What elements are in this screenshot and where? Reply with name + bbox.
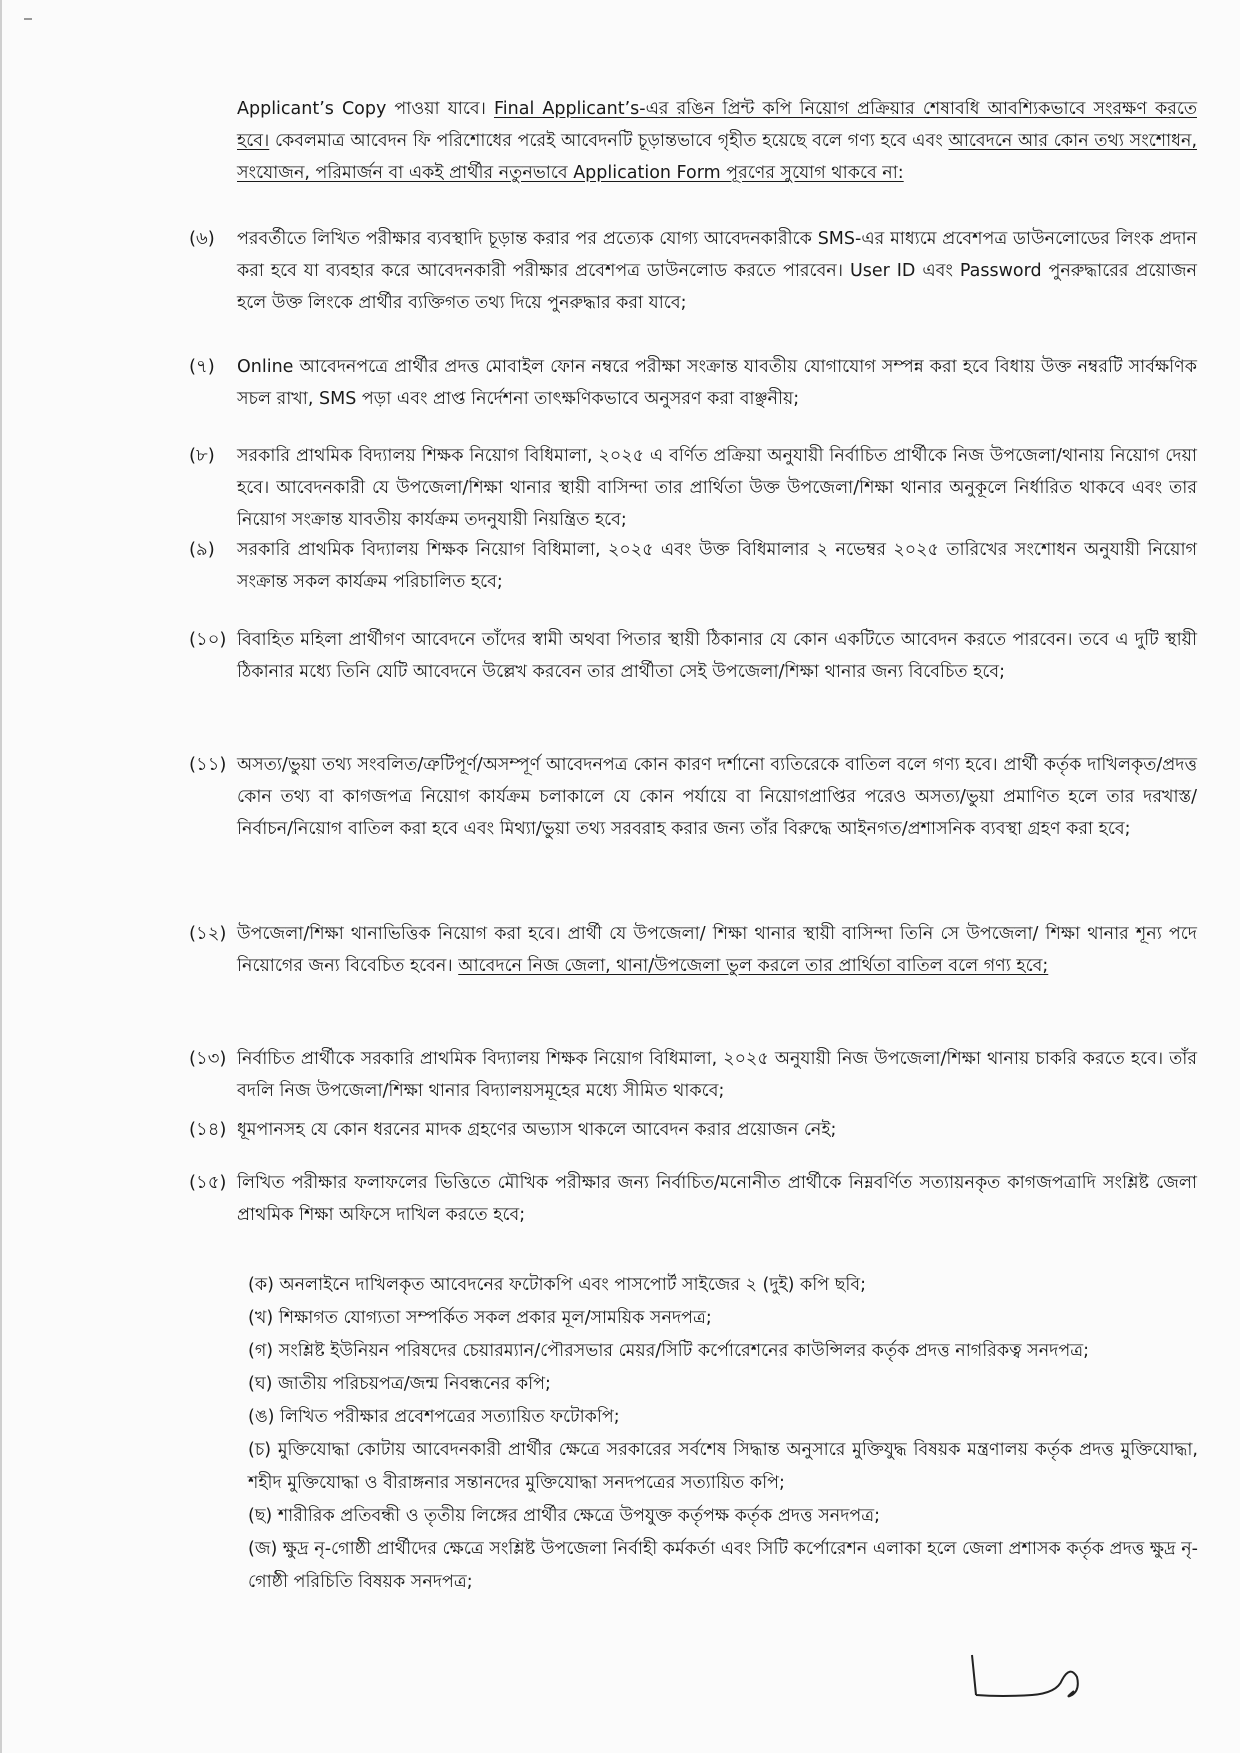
signature-image xyxy=(962,1625,1122,1705)
intro-underlined-2: আবেদনে আর কোন তথ্য সংশোধন, সংযোজন, পরিমার্জন বা একই প্রার্থীর নতুনভাবে Application Form পূরণের সুযোগ থাকবে না: xyxy=(237,131,1198,183)
item-text: পরবর্তীতে লিখিত পরীক্ষার ব্যবস্থাদি চূড়ান্ত করার পর প্রত্যেক যোগ্য আবেদনকারীকে SMS-এর মাধ্যমে প্রবেশপত্র ডাউনলোডের লিংক প্রদান করা হবে যা ব্যবহার করে আবেদনকারী পরীক্ষার প্রবেশপত্র ডাউনলোড করতে পারবেন। User ID এবং Password পুনরুদ্ধারের প্রয়োজন হলে উক্ত লিংকে প্রার্থীর ব্যক্তিগত তথ্য দিয়ে পুনরুদ্ধার করা যাবে; xyxy=(237,229,1197,313)
item-number: (১৫) xyxy=(189,1172,227,1193)
item-text: অসত্য/ভুয়া তথ্য সংবলিত/ত্রুটিপূর্ণ/অসম্পূর্ণ আবেদনপত্র কোন কারণ দর্শানো ব্যতিরেকে বাতিল বলে গণ্য হবে। প্রার্থী কর্তৃক দাখিলকৃত/প্রদত্ত কোন তথ্য বা কাগজপত্র নিয়োগ কার্যক্রম চলাকালে যে কোন পর্যায়ে বা নিয়োগপ্রাপ্তির পরেও অসত্য/ভুয়া প্রমাণিত হলে তার দরখাস্ত/নির্বাচন/নিয়োগ বাতিল করা হবে এবং মিথ্যা/ভুয়া তথ্য সরবরাহ করার জন্য তাঁর বিরুদ্ধে আইনগত/প্রশাসনিক ব্যবস্থা গ্রহণ করা হবে; xyxy=(237,755,1197,839)
item-text: লিখিত পরীক্ষার ফলাফলের ভিত্তিতে মৌখিক পরীক্ষার জন্য নির্বাচিত/মনোনীত প্রার্থীকে নিম্নবর্ণিত সত্যায়নকৃত কাগজপত্রাদি সংশ্লিষ্ট জেলা প্রাথমিক শিক্ষা অফিসে দাখিল করতে হবে; xyxy=(237,1173,1197,1225)
item-text: সরকারি প্রাথমিক বিদ্যালয় শিক্ষক নিয়োগ বিধিমালা, ২০২৫ এবং উক্ত বিধিমালার ২ নভেম্বর ২০২৫ তারিখের সংশোধন অনুযায়ী নিয়োগ সংক্রান্ত সকল কার্যক্রম পরিচালিত হবে; xyxy=(237,540,1197,592)
item-text: উপজেলা/শিক্ষা থানাভিত্তিক নিয়োগ করা হবে। প্রার্থী যে উপজেলা/ শিক্ষা থানার স্থায়ী বাসিন্দা তিনি সে উপজেলা/ শিক্ষা থানার শূন্য পদে নিয়োগের জন্য বিবেচিত হবেন। xyxy=(237,924,1197,976)
item-text: বিবাহিত মহিলা প্রার্থীগণ আবেদনে তাঁদের স্বামী অথবা পিতার স্থায়ী ঠিকানার যে কোন একটিতে আবেদন করতে পারবেন। তবে এ দুটি স্থায়ী ঠিকানার মধ্যে তিনি যেটি আবেদনে উল্লেখ করবেন তার প্রার্থীতা সেই উপজেলা/শিক্ষা থানার জন্য বিবেচিত হবে; xyxy=(237,630,1197,682)
item-number: (৯) xyxy=(189,539,215,560)
item-number: (১০) xyxy=(189,629,227,650)
item-number: (৭) xyxy=(189,356,215,377)
sub-item: (ঘ) জাতীয় পরিচয়পত্র/জন্ম নিবন্ধনের কপি; xyxy=(248,1374,551,1394)
item-text: সরকারি প্রাথমিক বিদ্যালয় শিক্ষক নিয়োগ বিধিমালা, ২০২৫ এ বর্ণিত প্রক্রিয়া অনুযায়ী নির্বাচিত প্রার্থীকে নিজ উপজেলা/থানায় নিয়োগ দেয়া হবে। আবেদনকারী যে উপজেলা/শিক্ষা থানার স্থায়ী বাসিন্দা তার প্রার্থিতা উক্ত উপজেলা/শিক্ষা থানার অনুকূলে নির্ধারিত থাকবে এবং তার নিয়োগ সংক্রান্ত যাবতীয় কার্যক্রম তদনুযায়ী নিয়ন্ত্রিত হবে; xyxy=(237,446,1197,530)
item-paragraph xyxy=(237,918,1197,982)
sub-item: (ঙ) লিখিত পরীক্ষার প্রবেশপত্রের সত্যায়িত ফটোকপি; xyxy=(248,1407,620,1427)
intro-paragraph xyxy=(237,93,1197,189)
item-text: নির্বাচিত প্রার্থীকে সরকারি প্রাথমিক বিদ্যালয় শিক্ষক নিয়োগ বিধিমালা, ২০২৫ অনুযায়ী নিজ উপজেলা/শিক্ষা থানায় চাকরি করতে হবে। তাঁর বদলি নিজ উপজেলা/শিক্ষা থানার বিদ্যালয়সমূহের মধ্যে সীমিত থাকবে; xyxy=(237,1049,1197,1101)
item-text: Online আবেদনপত্রে প্রার্থীর প্রদত্ত মোবাইল ফোন নম্বরে পরীক্ষা সংক্রান্ত যাবতীয় যোগাযোগ সম্পন্ন করা হবে বিধায় উক্ত নম্বরটি সার্বক্ষণিক সচল রাখা, SMS পড়া এবং প্রাপ্ত নির্দেশনা তাৎক্ষণিকভাবে অনুসরণ করা বাঞ্ছনীয়; xyxy=(237,357,1197,409)
sub-item: (খ) শিক্ষাগত যোগ্যতা সম্পর্কিত সকল প্রকার মূল/সাময়িক সনদপত্র; xyxy=(248,1308,712,1328)
sub-item: (ছ) শারীরিক প্রতিবন্ধী ও তৃতীয় লিঙ্গের প্রার্থীর ক্ষেত্রে উপযুক্ত কর্তৃপক্ষ কর্তৃক প্রদত্ত সনদপত্র; xyxy=(248,1506,881,1526)
sub-item: (চ) মুক্তিযোদ্ধা কোটায় আবেদনকারী প্রার্থীর ক্ষেত্রে সরকারের সর্বশেষ সিদ্ধান্ত অনুসারে মুক্তিযুদ্ধ বিষয়ক মন্ত্রণালয় কর্তৃক প্রদত্ত মুক্তিযোদ্ধা, শহীদ মুক্তিযোদ্ধা ও বীরাঙ্গনার সন্তানদের মুক্তিযোদ্ধা সনদপত্রের সত্যায়িত কপি; xyxy=(248,1440,1198,1493)
sub-item: (গ) সংশ্লিষ্ট ইউনিয়ন পরিষদের চেয়ারম্যান/পৌরসভার মেয়র/সিটি কর্পোরেশনের কাউন্সিলর কর্তৃক প্রদত্ত নাগরিকত্ব সনদপত্র; xyxy=(248,1341,1089,1361)
sub-item: (ক) অনলাইনে দাখিলকৃত আবেদনের ফটোকপি এবং পাসপোর্ট সাইজের ২ (দুই) কপি ছবি; xyxy=(248,1275,866,1295)
intro-text-2: কেবলমাত্র আবেদন ফি পরিশোধের পরেই আবেদনটি চূড়ান্তভাবে গৃহীত হয়েছে বলে গণ্য হবে এবং xyxy=(269,131,949,151)
scan-mark xyxy=(24,18,32,20)
item-number: (৬) xyxy=(189,228,215,249)
sub-item: (জ) ক্ষুদ্র নৃ-গোষ্ঠী প্রার্থীদের ক্ষেত্রে সংশ্লিষ্ট উপজেলা নির্বাহী কর্মকর্তা এবং সিটি কর্পোরেশন এলাকা হলে জেলা প্রশাসক কর্তৃক প্রদত্ত ক্ষুদ্র নৃ-গোষ্ঠী পরিচিতি বিষয়ক সনদপত্র; xyxy=(248,1539,1198,1592)
intro-underlined-1: Final Applicant’s-এর রঙিন প্রিন্ট কপি নিয়োগ প্রক্রিয়ার শেষাবধি আবশ্যিকভাবে সংরক্ষণ করতে হবে। xyxy=(237,99,1197,151)
item-number: (৮) xyxy=(189,445,215,466)
item-number: (১৩) xyxy=(189,1048,227,1069)
item-number: (১২) xyxy=(189,923,227,944)
item-underlined-text: আবেদনে নিজ জেলা, থানা/উপজেলা ভুল করলে তার প্রার্থিতা বাতিল বলে গণ্য হবে; xyxy=(458,956,1049,976)
item-text: ধূমপানসহ যে কোন ধরনের মাদক গ্রহণের অভ্যাস থাকলে আবেদন করার প্রয়োজন নেই; xyxy=(237,1120,837,1140)
item-number: (১১) xyxy=(189,754,227,775)
item-number: (১৪) xyxy=(189,1119,227,1140)
intro-text: Applicant’s Copy পাওয়া যাবে। xyxy=(237,99,486,119)
